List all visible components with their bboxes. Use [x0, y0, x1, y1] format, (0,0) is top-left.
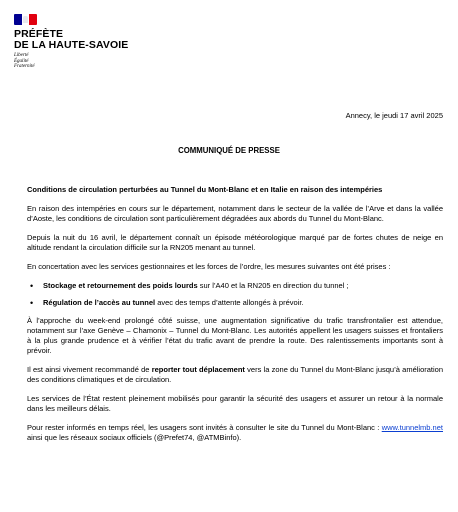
measures-list — [27, 281, 443, 308]
list-item-text: sur l’A40 et la RN205 en direction du tunnel ; — [197, 281, 349, 290]
list-item — [43, 298, 443, 308]
paragraph-weather: Depuis la nuit du 16 avril, le département connaît un épisode météorologique marqué par de fortes chutes de neige en altitude rendant la circulation difficile sur la RN205 menant au tunnel. — [27, 233, 443, 252]
document-body — [27, 185, 443, 452]
info-text: Pour rester informés en temps réel, les usagers sont invités à consulter le site du Tunnel du Mont-Blanc : — [27, 423, 382, 432]
logo-title-line1: PRÉFÈTE — [14, 28, 64, 40]
recommendation-text-end: vers la zone du Tunnel du Mont-Blanc jusqu’à amélioration des conditions climatiques et de circulation. — [27, 365, 444, 384]
paragraph-intro: En raison des intempéries en cours sur le département, notamment dans le secteur de la vallée de l’Arve et dans la vallée d’Aoste, les conditions de circulation sont particulièrement dégradées aux abords du Tunnel du Mont-Blanc. — [27, 204, 443, 223]
document-date: Annecy, le jeudi 17 avril 2025 — [345, 111, 443, 120]
recommendation-text: Il est ainsi vivement recommandé de — [27, 365, 152, 374]
prefecture-logo — [14, 14, 128, 70]
motto-egalite: Égalité — [14, 58, 29, 64]
logo-title-line2: DE LA HAUTE-SAVOIE — [14, 39, 129, 51]
french-flag-icon — [14, 14, 37, 25]
list-item — [43, 281, 443, 291]
document-heading: COMMUNIQUÉ DE PRESSE — [178, 146, 280, 155]
paragraph-services: Les services de l’État restent pleinement mobilisés pour garantir la sécurité des usagers et assurer un retour à la normale dans les meilleurs délais. — [27, 394, 443, 413]
motto-liberte: Liberté — [14, 53, 29, 58]
recommendation-bold: reporter tout déplacement — [151, 365, 245, 374]
list-item-text: avec des temps d’attente allongés à prévoir. — [155, 298, 304, 307]
motto-fraternite: Fraternité — [14, 64, 35, 69]
press-release-subtitle: Conditions de circulation perturbées au Tunnel du Mont-Blanc et en Italie en raison des intempéries — [27, 185, 383, 194]
list-item-bold: Stockage et retournement des poids lourds — [43, 281, 198, 290]
paragraph-traffic: À l’approche du week-end prolongé côté suisse, une augmentation significative du trafic transfrontalier est attendue, notamment sur l’axe Genève – Chamonix – Tunnel du Mont-Blanc. Les autorités appellent les usagers suisses et frontaliers à la plus grande prudence et à vérifier l’état du trafic avant de prendre la route. Des ralentissements importants sont à prévoir. — [27, 316, 443, 355]
paragraph-measures-intro: En concertation avec les services gestionnaires et les forces de l’ordre, les mesures suivantes ont été prises : — [27, 262, 391, 271]
list-item-bold: Régulation de l’accès au tunnel — [43, 298, 156, 307]
republic-motto — [14, 53, 128, 70]
paragraph-recommendation — [27, 365, 443, 385]
paragraph-info — [27, 423, 443, 443]
info-text-end: ainsi que les réseaux sociaux officiels (@Prefet74, @ATMBinfo). — [27, 433, 242, 442]
tunnel-website-link[interactable]: www.tunnelmb.net — [381, 423, 443, 432]
